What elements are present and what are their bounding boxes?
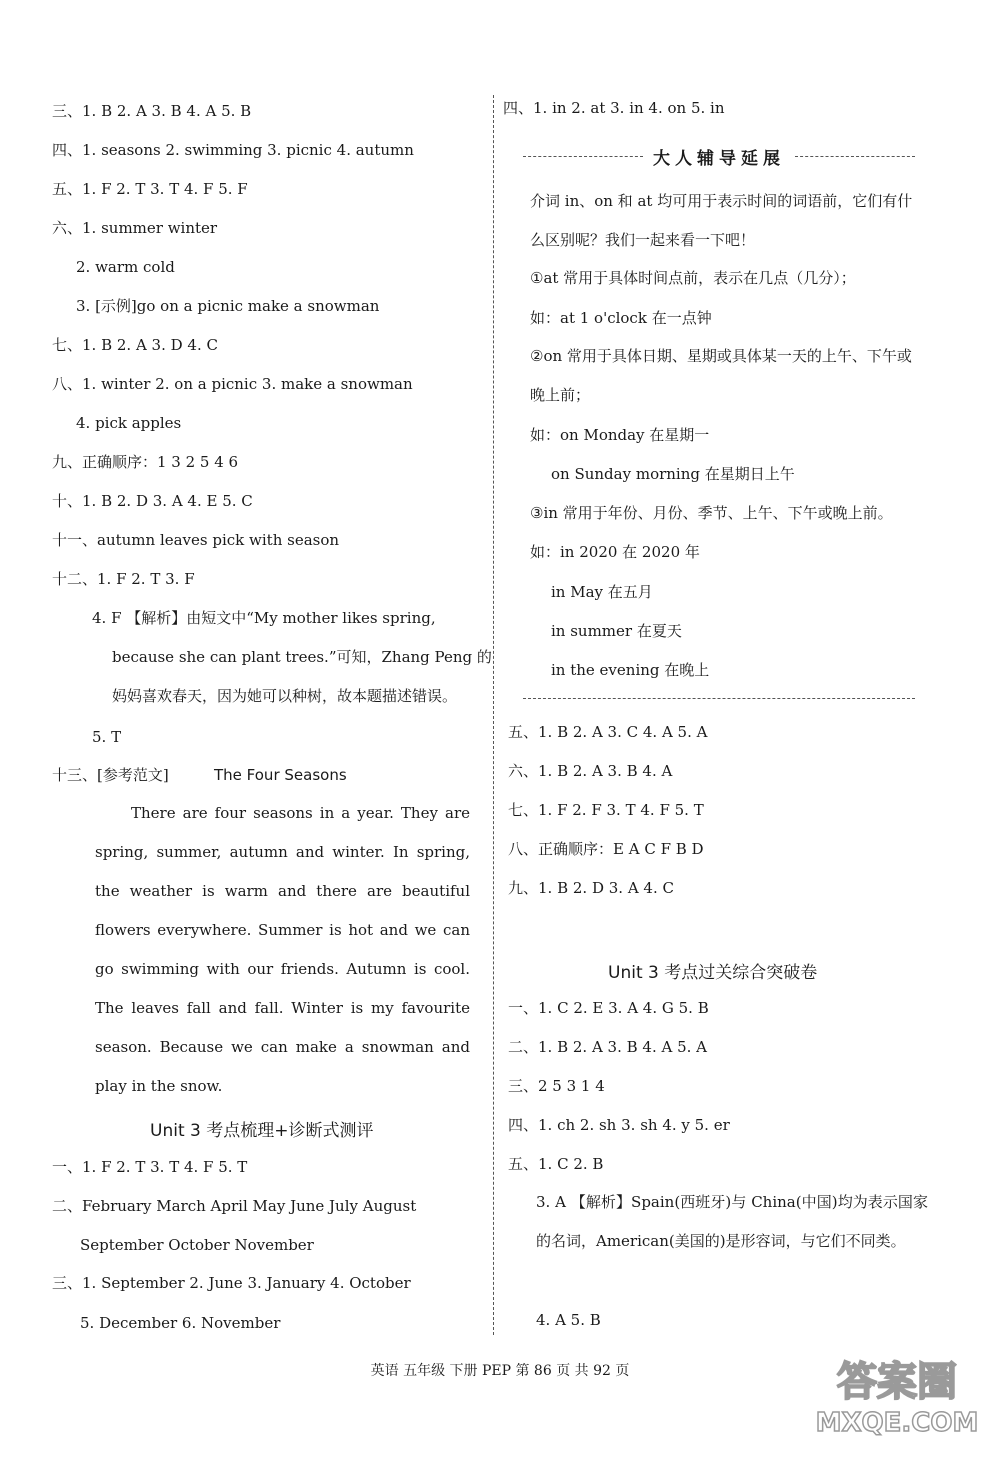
answer-line: 六、1. summer winter [52, 219, 218, 237]
answer-line: 五、1. F 2. T 3. T 4. F 5. F [52, 180, 248, 198]
column-divider [493, 95, 494, 1335]
answer-line: 十二、1. F 2. T 3. F [52, 570, 195, 588]
tutor-point: ①at 常用于具体时间点前，表示在几点（几分）； [530, 269, 856, 287]
answer-line: 九、1. B 2. D 3. A 4. C [508, 879, 674, 897]
tutor-point: ③in 常用于年份、月份、季节、上午、下午或晚上前。 [530, 504, 893, 522]
answer-line: 一、1. F 2. T 3. T 4. F 5. T [52, 1158, 248, 1176]
answer-line: 4. pick apples [76, 414, 182, 432]
answer-line: 5. T [92, 728, 122, 746]
answer-line: 3. [示例]go on a picnic make a snowman [76, 297, 380, 315]
answer-line: 八、1. winter 2. on a picnic 3. make a snowman [52, 375, 413, 393]
answer-line: 二、February March April May June July August [52, 1197, 417, 1215]
answer-line: 五、1. B 2. A 3. C 4. A 5. A [508, 723, 708, 741]
answer-line: 七、1. F 2. F 3. T 4. F 5. T [508, 801, 704, 819]
tutor-example: 如：on Monday 在星期一 [530, 426, 710, 444]
analysis-line: because she can plant trees.”可知，Zhang Peng 的 [112, 648, 492, 666]
watermark-logo [812, 1347, 982, 1442]
answer-line: 十三、[参考范文] [52, 766, 169, 784]
answer-line: 十一、autumn leaves pick with season [52, 531, 340, 549]
answer-line: 三、1. B 2. A 3. B 4. A 5. B [52, 102, 252, 120]
section-title-left: Unit 3 考点梳理+诊断式测评 [150, 1121, 374, 1141]
tutor-intro: 介词 in、on 和 at 均可用于表示时间的词语前，它们有什么区别呢？我们一起来看一下吧！ [530, 192, 913, 249]
tutor-example: 如：in 2020 在 2020 年 [530, 543, 700, 561]
answer-line: 十、1. B 2. D 3. A 4. E 5. C [52, 492, 253, 510]
tutor-example: in May 在五月 [551, 583, 653, 601]
essay-body: There are four seasons in a year. They are spring, summer, autumn and winter. In spring, the weather is warm and there are beautiful flowers everywhere. Summer is hot and we can go swimming with our friends. Autumn is cool. The leaves fall and fall. Winter is my favourite season. Because we can make a snowman and play in the snow. [95, 804, 470, 1095]
answer-line: 三、1. September 2. June 3. January 4. October [52, 1274, 411, 1292]
tutor-example: in summer 在夏天 [551, 622, 682, 640]
essay-title: The Four Seasons [214, 766, 347, 784]
watermark-line1: 答案圈 [837, 1359, 957, 1405]
answer-line: 五、1. C 2. B [508, 1155, 604, 1173]
answer-line: 四、1. seasons 2. swimming 3. picnic 4. autumn [52, 141, 414, 159]
answer-line: 六、1. B 2. A 3. B 4. A [508, 762, 673, 780]
answer-line: 八、正确顺序：E A C F B D [508, 840, 704, 858]
page-footer: 英语 五年级 下册 PEP 第 86 页 共 92 页 [370, 1363, 630, 1379]
dash-line [523, 156, 643, 157]
tutor-example: on Sunday morning 在星期日上午 [551, 465, 795, 483]
answer-line: 4. A 5. B [536, 1311, 601, 1329]
watermark-line2: MXQE.COM [815, 1408, 979, 1438]
answer-line: September October November [80, 1236, 314, 1254]
answer-line: 一、1. C 2. E 3. A 4. G 5. B [508, 999, 709, 1017]
answer-line: 三、2 5 3 1 4 [508, 1077, 605, 1095]
tutor-box-bottom [523, 698, 915, 699]
analysis-line: 妈妈喜欢春天，因为她可以种树，故本题描述错误。 [112, 687, 458, 705]
tutor-box-header [523, 145, 915, 167]
answer-line: 七、1. B 2. A 3. D 4. C [52, 336, 218, 354]
watermark-icon [812, 1347, 982, 1442]
answer-line: 九、正确顺序：1 3 2 5 4 6 [52, 453, 239, 471]
section-title-right: Unit 3 考点过关综合突破卷 [608, 963, 818, 983]
analysis-line: 3. A 【解析】Spain(西班牙)与 China(中国)均为表示国家的名词，American(美国的)是形容词，与它们不同类。 [536, 1193, 928, 1250]
answer-line: 四、1. ch 2. sh 3. sh 4. y 5. er [508, 1116, 730, 1134]
tutor-example: in the evening 在晚上 [551, 661, 710, 679]
answer-line: 2. warm cold [76, 258, 175, 276]
analysis-line: 4. F 【解析】由短文中“My mother likes spring, [92, 609, 436, 627]
answer-line: 5. December 6. November [80, 1314, 281, 1332]
answer-line: 二、1. B 2. A 3. B 4. A 5. A [508, 1038, 708, 1056]
answer-line: 四、1. in 2. at 3. in 4. on 5. in [503, 99, 725, 117]
dash-line [795, 156, 915, 157]
tutor-point: ②on 常用于具体日期、星期或具体某一天的上午、下午或晚上前； [530, 347, 912, 404]
tutor-example: 如：at 1 o'clock 在一点钟 [530, 309, 712, 327]
tutor-box-title: 大人辅导延展 [653, 148, 785, 169]
